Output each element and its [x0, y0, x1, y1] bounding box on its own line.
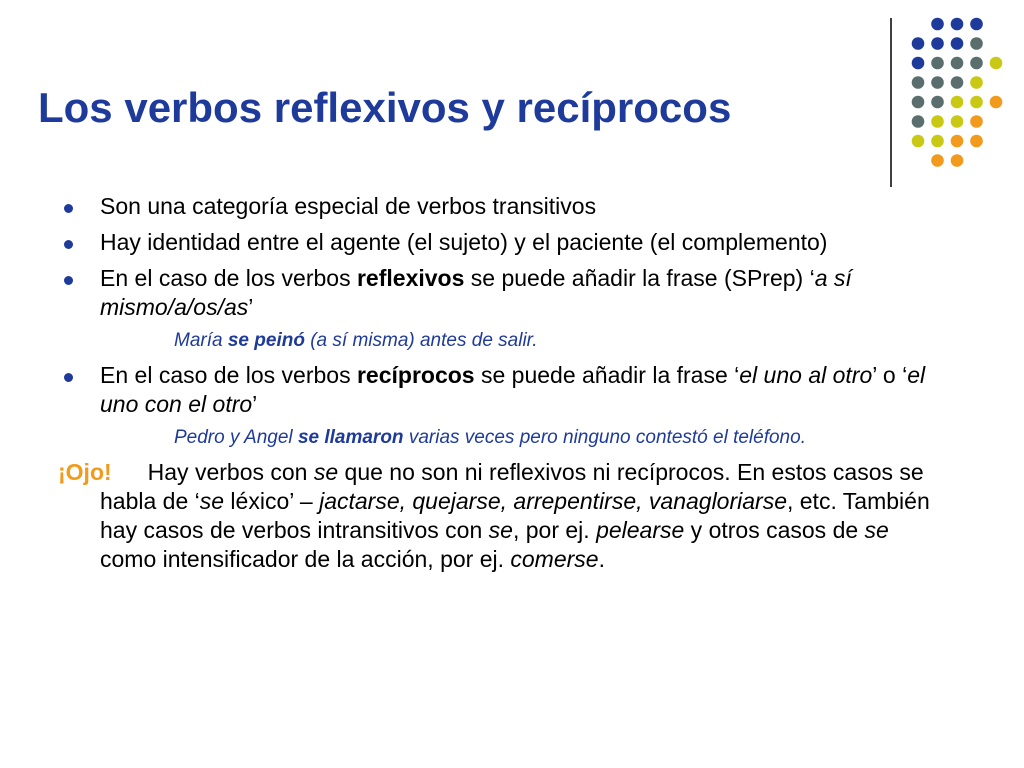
vertical-divider — [890, 18, 892, 187]
italic-term: jactarse, quejarse, arrepentirse, vanagloriarse — [319, 488, 787, 514]
bullet-text: ’ o ‘ — [872, 362, 908, 388]
note-text: , por ej. — [512, 517, 597, 543]
decorative-dot — [970, 115, 983, 128]
italic-term: pelearse — [596, 517, 685, 543]
example-text: varias veces pero ninguno contestó el teléfono. — [403, 427, 806, 448]
italic-phrase: a sí mismo/a/os/as — [100, 265, 852, 320]
bullet-text: Son una categoría especial de verbos transitivos — [100, 193, 597, 219]
decorative-dot — [931, 76, 944, 89]
decorative-dot — [931, 135, 944, 148]
bullet-item — [58, 361, 948, 419]
note-text: como intensificador de la acción, por ej. — [100, 546, 511, 572]
decorative-dot-grid — [0, 0, 1024, 200]
decorative-dot — [970, 76, 983, 89]
decorative-dot — [951, 96, 964, 109]
decorative-dot — [970, 18, 983, 31]
decorative-dot — [912, 115, 925, 128]
example-verb: se peinó — [227, 330, 305, 351]
decorative-dot — [931, 18, 944, 31]
bullet-item — [58, 264, 948, 322]
decorative-dot — [970, 96, 983, 109]
decorative-dot — [951, 57, 964, 70]
decorative-dot — [990, 57, 1003, 70]
note-text: , etc. También hay casos de verbos intransitivos con — [100, 488, 930, 543]
slide-title: Los verbos reflexivos y recíprocos — [38, 84, 732, 131]
italic-phrase: el uno al otro — [739, 362, 873, 388]
decorative-dot — [951, 135, 964, 148]
example-text: Pedro y Angel — [174, 427, 298, 448]
note-text: léxico’ – — [224, 488, 320, 514]
decorative-dot — [970, 37, 983, 50]
note-text: . — [598, 546, 605, 572]
example-text: María — [174, 330, 228, 351]
decorative-dot — [931, 37, 944, 50]
example-text: (a sí misma) antes de salir. — [304, 330, 538, 351]
italic-term: se — [313, 459, 339, 485]
example-sentence — [174, 329, 948, 353]
decorative-dot — [990, 96, 1003, 109]
bullet-text: En el caso de los verbos — [100, 265, 357, 291]
decorative-dot — [951, 76, 964, 89]
decorative-dot — [912, 57, 925, 70]
decorative-dot — [970, 135, 983, 148]
slide-body — [58, 192, 948, 574]
bullet-text: se puede añadir la frase ‘ — [474, 362, 740, 388]
ojo-note — [58, 458, 948, 574]
italic-phrase: el uno con el otro — [100, 362, 926, 417]
bullet-item — [58, 192, 948, 221]
decorative-dot — [970, 57, 983, 70]
note-text: que no son ni reflexivos ni recíprocos. En estos casos se habla de ‘ — [100, 459, 924, 514]
bullet-text: En el caso de los verbos — [100, 362, 357, 388]
italic-term: se — [864, 517, 889, 543]
bullet-text: Hay identidad entre el agente (el sujeto) y el paciente (el complemento) — [100, 229, 828, 255]
italic-term: comerse — [510, 546, 599, 572]
decorative-dot — [912, 37, 925, 50]
decorative-dot — [951, 18, 964, 31]
italic-term: se — [199, 488, 225, 514]
note-text: y otros casos de — [684, 517, 865, 543]
bold-term: recíprocos — [356, 362, 475, 388]
bullet-item — [58, 228, 948, 257]
decorative-dot — [951, 37, 964, 50]
decorative-dot — [912, 76, 925, 89]
decorative-dot — [931, 96, 944, 109]
italic-term: se — [488, 517, 513, 543]
decorative-dot — [951, 154, 964, 167]
decorative-dot — [951, 115, 964, 128]
bullet-text: se puede añadir la frase (SPrep) ‘ — [464, 265, 815, 291]
example-verb: se llamaron — [297, 427, 404, 448]
bold-term: reflexivos — [356, 265, 465, 291]
example-sentence — [174, 426, 948, 450]
note-text: Hay verbos con — [147, 459, 314, 485]
bullet-text: ’ — [248, 294, 254, 320]
decorative-dot — [912, 96, 925, 109]
ojo-label: ¡Ojo! — [58, 459, 112, 485]
bullet-text: ’ — [252, 391, 258, 417]
decorative-dot — [931, 115, 944, 128]
decorative-dot — [931, 57, 944, 70]
decorative-dot — [931, 154, 944, 167]
decorative-dot — [912, 135, 925, 148]
